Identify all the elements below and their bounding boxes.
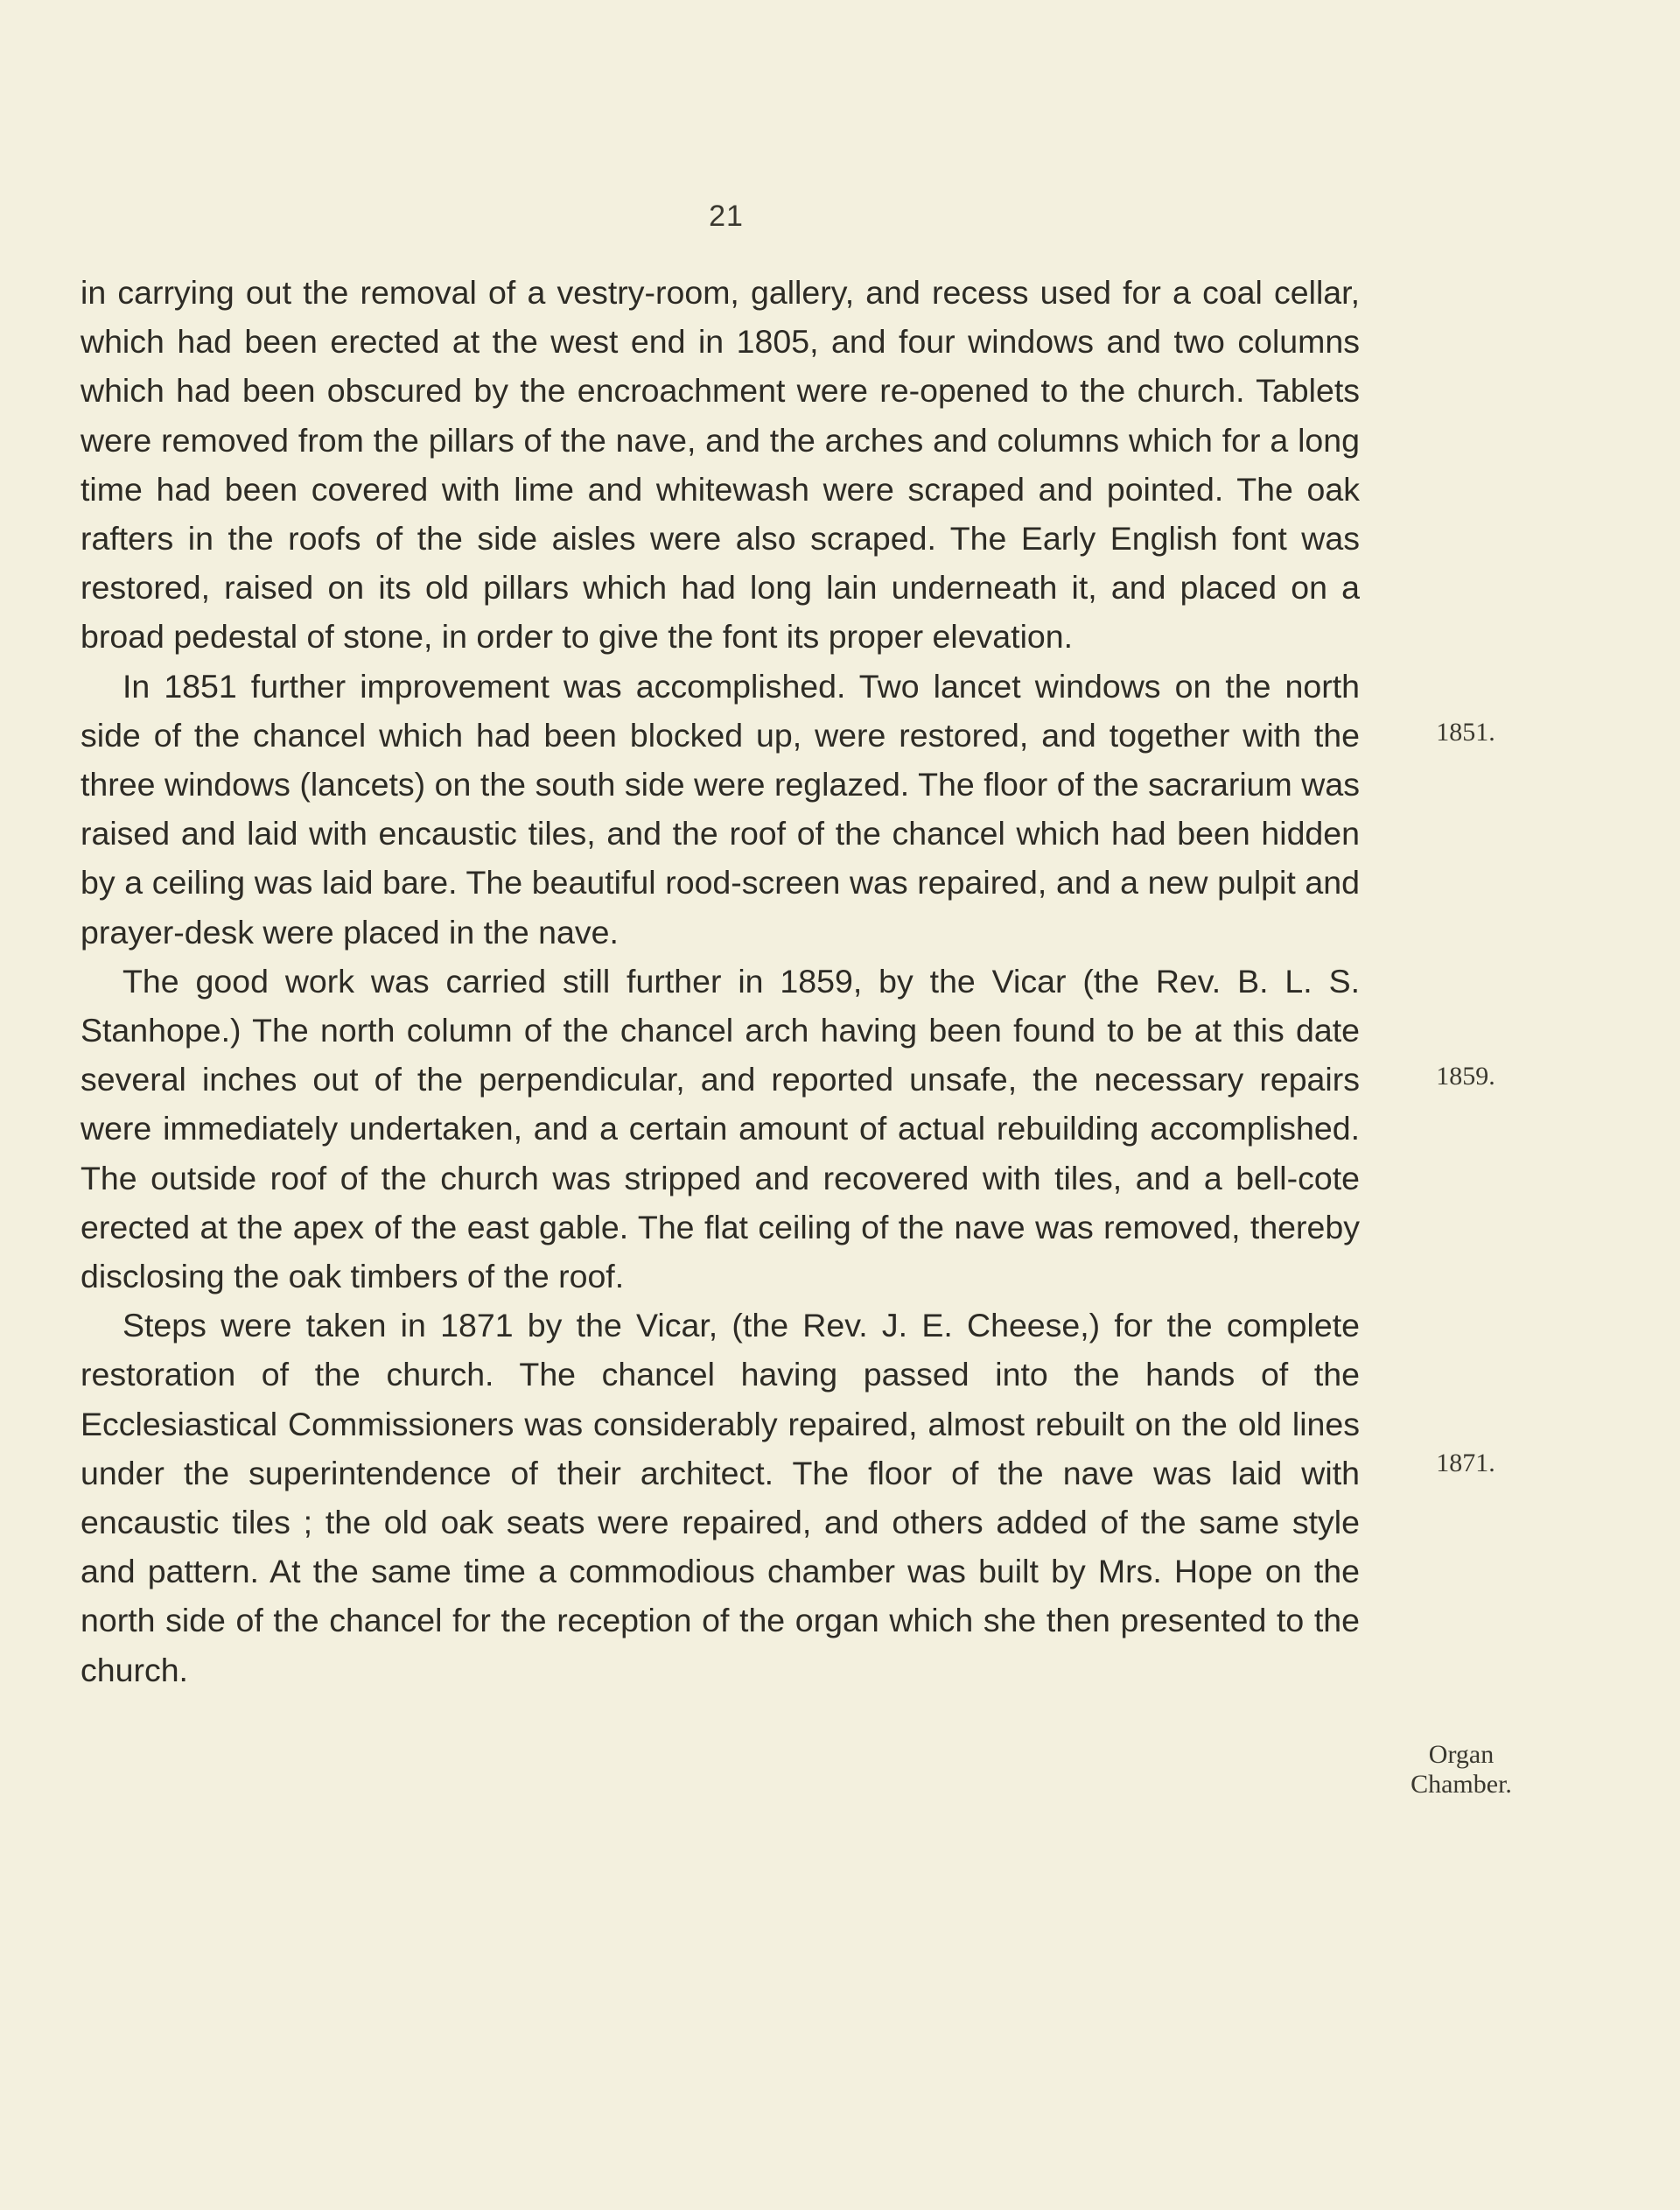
paragraph-continuation: in carrying out the removal of a vestry-room, gallery, and recess used for a coal cellar, which had been erected at the west end in 1805, and four windows and two columns which had been obscured by the encroachment were re-opened to the church. Tablets were removed from the pillars of the nave, and the arches and columns which for a long time had been covered with lime and whitewash were scraped and pointed. The oak rafters in the roofs of the side aisles were also scraped. The Early English font was restored, raised on its old pillars which had long lain underneath it, and placed on a broad pedestal of stone, in order to give the font its proper elevation.: [80, 274, 1360, 656]
paragraph-1859: The good work was carried still further in 1859, by the Vicar (the Rev. B. L. S. Stanhope.) The north column of the chancel arch having been found to be at this date several inches out of the perpendicular, and reported unsafe, the necessary repairs were immediately undertaken, and a certain amount of actual rebuilding accomplished. The outside roof of the church was stripped and recovered with tiles, and a bell-cote erected at the apex of the east gable. The flat ceiling of the nave was removed, thereby disclosing the oak timbers of the roof.: [80, 962, 1360, 1295]
page-number: 21: [709, 200, 744, 233]
paragraph-1851: In 1851 further improvement was accomplished. Two lancet windows on the north side of the chancel which had been blocked up, were restored, and together with the three windows (lancets) on the south side were reglazed. The floor of the sacrarium was raised and laid with encaustic tiles, and the roof of the chancel which had been hidden by a ceiling was laid bare. The beautiful rood-screen was repaired, and a new pulpit and prayer-desk were placed in the nave.: [80, 667, 1360, 951]
margin-note-1871: 1871.: [1436, 1449, 1495, 1477]
margin-note-organ-chamber: [1391, 1740, 1531, 1800]
margin-note-1859: 1859.: [1436, 1062, 1495, 1091]
margin-note-organ: Organ: [1428, 1740, 1494, 1769]
body-text: [80, 268, 1360, 1694]
margin-note-chamber: Chamber.: [1410, 1770, 1512, 1799]
paragraph-1871: Steps were taken in 1871 by the Vicar, (the Rev. J. E. Cheese,) for the complete restoration of the church. The chancel having passed into the hands of the Ecclesiastical Commissioners was considerably repaired, almost rebuilt on the old lines under the superintendence of their architect. The floor of the nave was laid with encaustic tiles ; the old oak seats were repaired, and others added of the same style and pattern. At the same time a commodious chamber was built by Mrs. Hope on the north side of the chancel for the reception of the organ which she then presented to the church.: [80, 1307, 1360, 1688]
margin-note-1851: 1851.: [1436, 718, 1495, 747]
